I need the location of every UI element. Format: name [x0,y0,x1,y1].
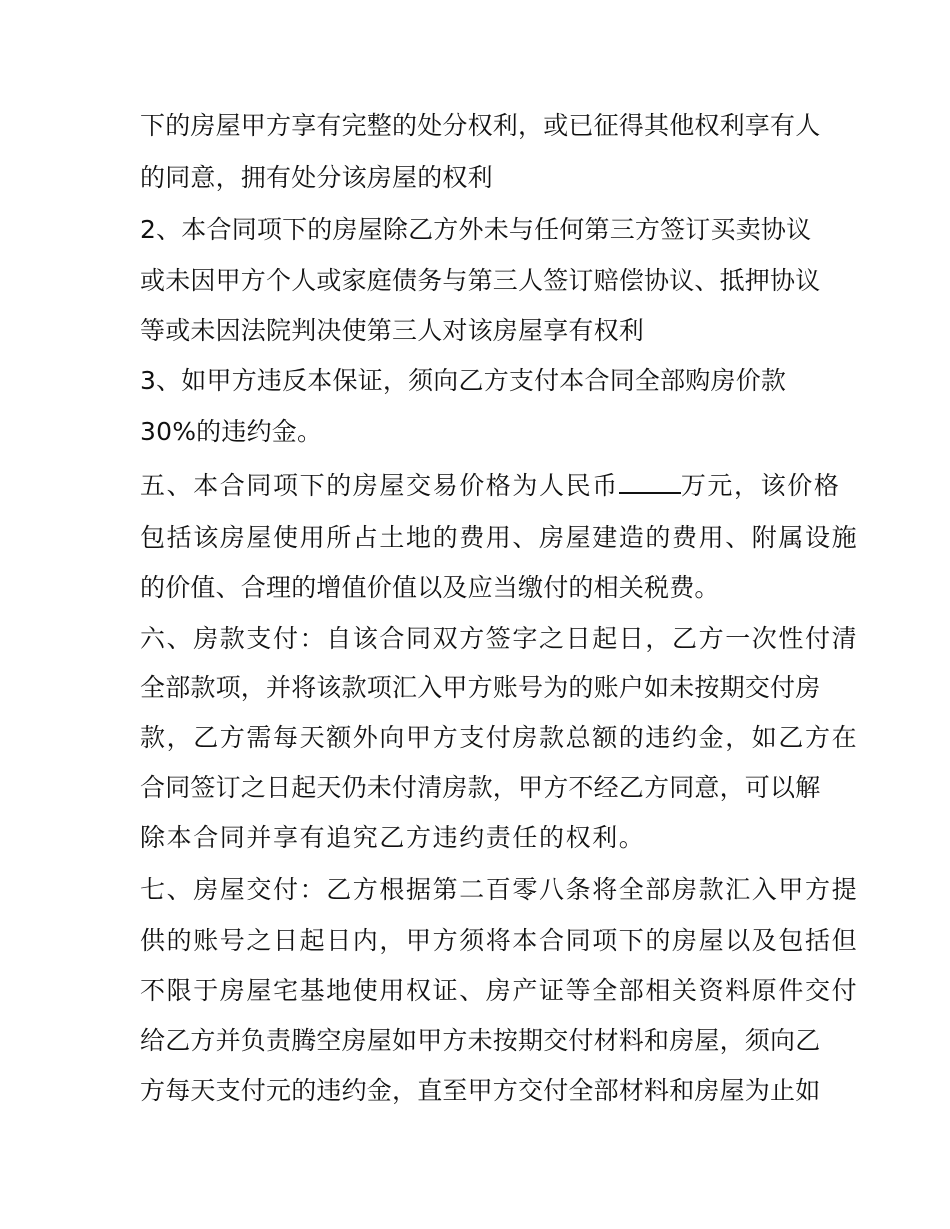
price-blank-field [619,472,681,494]
text-line: 等或未因法院判决使第三人对该房屋享有权利 [140,316,645,345]
text-line: 的价值、合理的增值价值以及应当缴付的相关税费。 [140,573,720,602]
text-line: 30%的违约金。 [140,417,323,446]
text-line: 或未因甲方个人或家庭债务与第三人签订赔偿协议、抵押协议 [140,266,821,295]
text-line: 的同意，拥有处分该房屋的权利 [140,163,493,192]
text-line: 除本合同并享有追究乙方违约责任的权利。 [140,823,646,852]
text-line: 方每天支付元的违约金，直至甲方交付全部材料和房屋为止如 [140,1076,821,1105]
price-text-after: 万元，该价格 [680,471,841,500]
text-line: 供的账号之日起日内，甲方须将本合同项下的房屋以及包括但 [140,926,859,955]
section-5-heading-line [140,470,841,502]
text-line: 下的房屋甲方享有完整的处分权利，或已征得其他权利享有人 [140,111,821,140]
clause-2-line: 2、本合同项下的房屋除乙方外未与任何第三方签订买卖协议 [140,215,812,244]
price-text-before: 五、本合同项下的房屋交易价格为人民币 [140,471,619,500]
clause-3-line: 3、如甲方违反本保证，须向乙方支付本合同全部购房价款 [140,366,787,395]
section-7-heading-line: 七、房屋交付：乙方根据第二百零八条将全部房款汇入甲方提 [140,875,859,904]
text-line: 包括该房屋使用所占土地的费用、房屋建造的费用、附属设施 [140,523,859,552]
text-line: 款，乙方需每天额外向甲方支付房款总额的违约金，如乙方在 [140,723,859,752]
text-line: 不限于房屋宅基地使用权证、房产证等全部相关资料原件交付 [140,976,859,1005]
section-6-heading-line: 六、房款支付：自该合同双方签字之日起日，乙方一次性付清 [140,624,859,653]
text-line: 合同签订之日起天仍未付清房款，甲方不经乙方同意，可以解 [140,773,821,802]
text-line: 给乙方并负责腾空房屋如甲方未按期交付材料和房屋，须向乙 [140,1026,821,1055]
text-line: 全部款项，并将该款项汇入甲方账号为的账户如未按期交付房 [140,673,821,702]
